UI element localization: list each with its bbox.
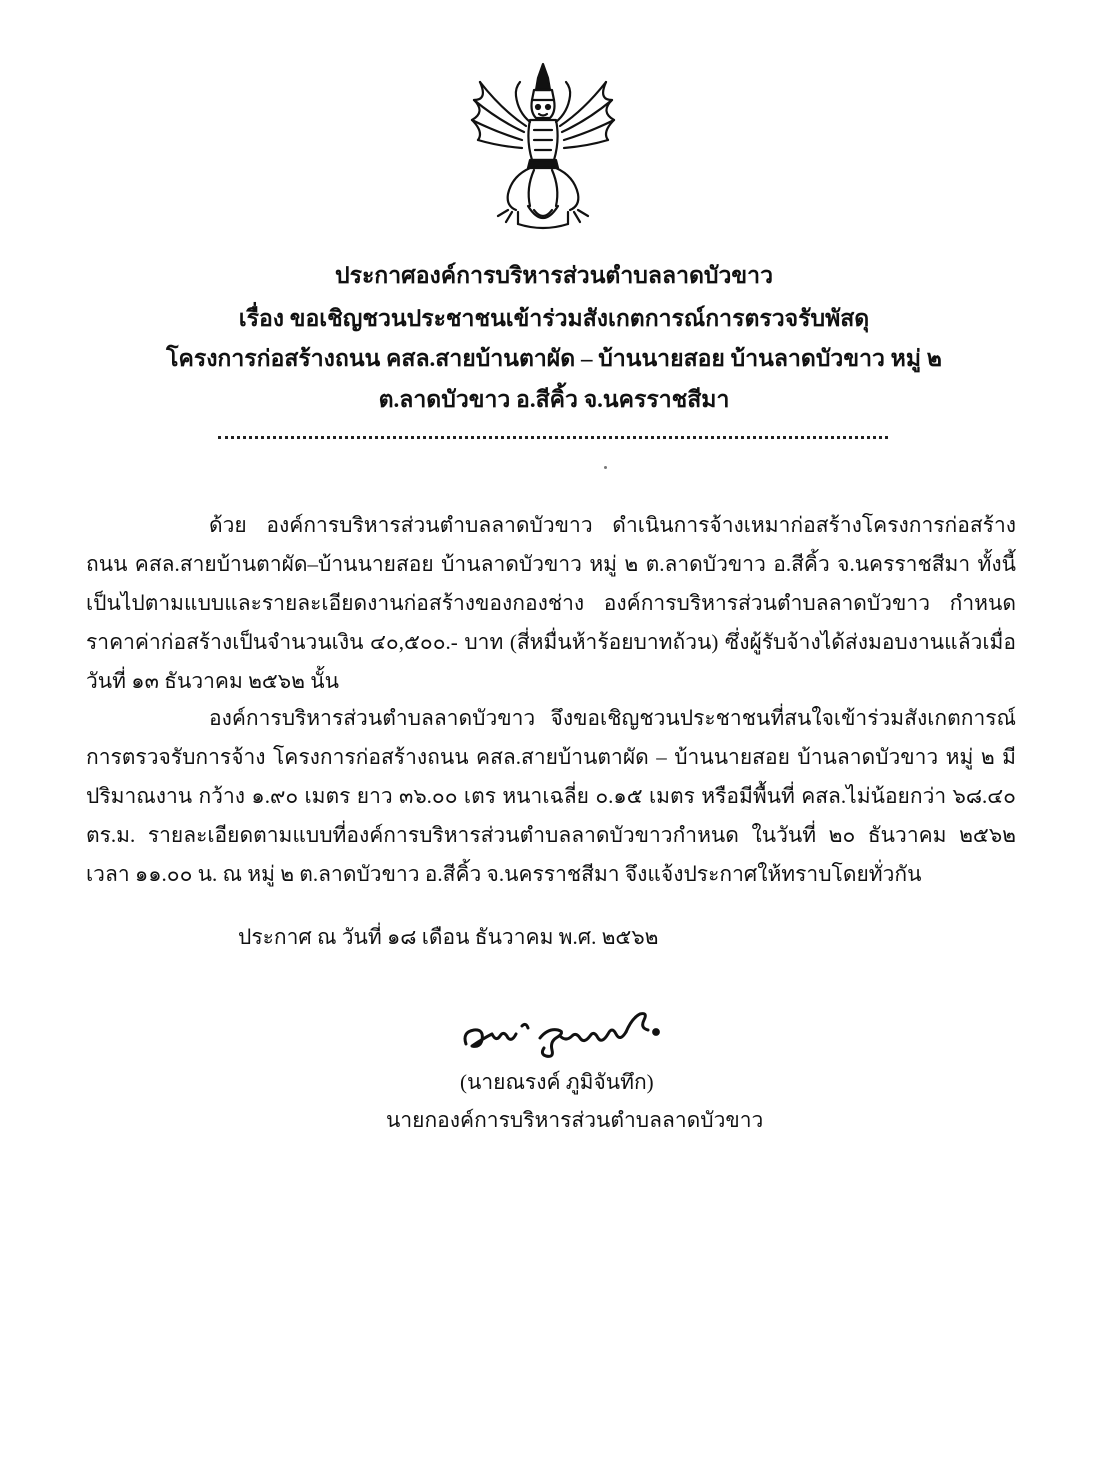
separator-rule	[218, 436, 888, 439]
signer-name: (นายณรงค์ ภูมิจันทึก)	[460, 1070, 654, 1094]
handwritten-signature	[456, 998, 666, 1060]
project-location: ต.ลาดบัวขาว อ.สีคิ้ว จ.นครราชสีมา	[378, 387, 730, 412]
announcement-date: ประกาศ ณ วันที่ ๑๘ เดือน ธันวาคม พ.ศ. ๒๕๖๒	[238, 925, 659, 949]
signer-position: นายกองค์การบริหารส่วนตำบลลาดบัวขาว	[386, 1108, 764, 1132]
body-paragraph-2: องค์การบริหารส่วนตำบลลาดบัวขาว จึงขอเชิญชวนประชาชนที่สนใจเข้าร่วมสังเกตการณ์การตรวจรับการจ้าง โครงการก่อสร้างถนน คสล.สายบ้านตาผัด – บ้านนายสอย บ้านลาดบัวขาว หมู่ ๒ มีปริมาณงาน กว้าง ๑.๙๐ เมตร ยาว ๓๖.๐๐ เตร หนาเฉลี่ย ๐.๑๕ เมตร หรือมีพื้นที่ คสล.ไม่น้อยกว่า ๖๘.๔๐ ตร.ม. รายละเอียดตามแบบที่องค์การบริหารส่วนตำบลลาดบัวขาวกำหนด ในวันที่ ๒๐ ธันวาคม ๒๕๖๒ เวลา ๑๑.๐๐ น. ณ หมู่ ๒ ต.ลาดบัวขาว อ.สีคิ้ว จ.นครราชสีมา จึงแจ้งประกาศให้ทราบโดยทั่วกัน	[86, 706, 1016, 886]
scan-speck	[604, 466, 607, 469]
project-name: โครงการก่อสร้างถนน คสล.สายบ้านตาผัด – บ้านนายสอย บ้านลาดบัวขาว หมู่ ๒	[166, 346, 942, 371]
body-paragraph-1: ด้วย องค์การบริหารส่วนตำบลลาดบัวขาว ดำเนินการจ้างเหมาก่อสร้างโครงการก่อสร้างถนน คสล.สายบ้านตาผัด–บ้านนายสอย บ้านลาดบัวขาว หมู่ ๒ ต.ลาดบัวขาว อ.สีคิ้ว จ.นครราชสีมา ทั้งนี้ เป็นไปตามแบบและรายละเอียดงานก่อสร้างของกองช่าง องค์การบริหารส่วนตำบลลาดบัวขาว กำหนดราคาค่าก่อสร้างเป็นจำนวนเงิน ๔๐,๕๐๐.- บาท (สี่หมื่นห้าร้อยบาทถ้วน) ซึ่งผู้รับจ้างได้ส่งมอบงานแล้วเมื่อวันที่ ๑๓ ธันวาคม ๒๕๖๒ นั้น	[86, 513, 1016, 693]
garuda-emblem-icon	[468, 60, 618, 232]
announcement-subject: เรื่อง ขอเชิญชวนประชาชนเข้าร่วมสังเกตการณ์การตรวจรับพัสดุ	[238, 306, 870, 331]
announcement-title: ประกาศองค์การบริหารส่วนตำบลลาดบัวขาว	[335, 263, 773, 288]
